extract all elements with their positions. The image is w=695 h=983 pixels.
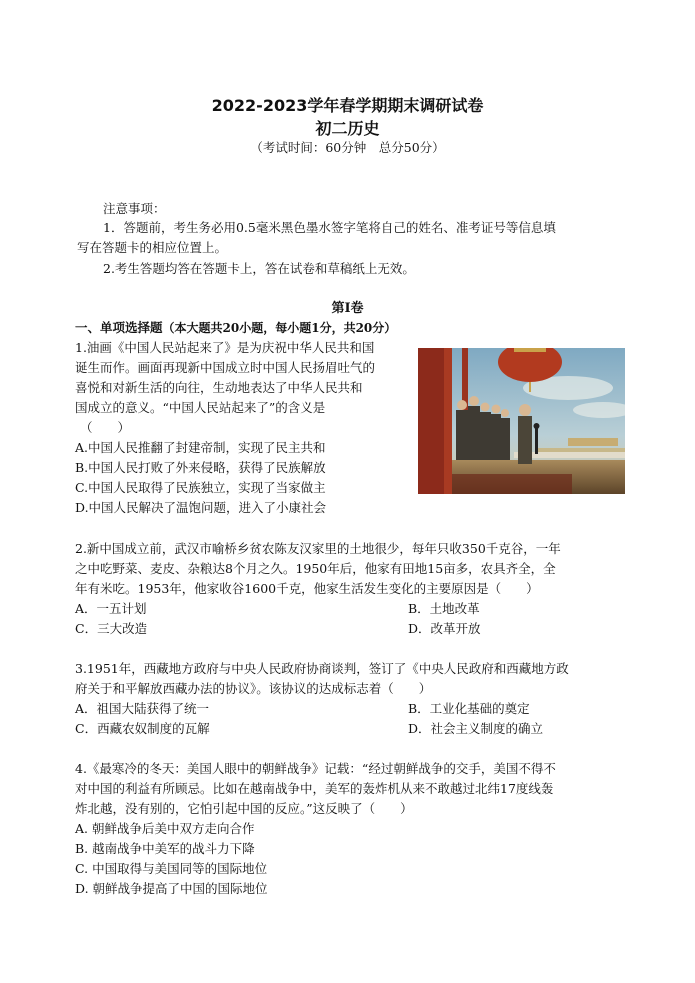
q4-option-c: C. 中国取得与美国同等的国际地位 xyxy=(75,861,268,876)
q4-line: 炸北越，没有别的，它怕引起中国的反应。”这反映了（ ） xyxy=(75,801,413,816)
q1-line: 国成立的意义。“中国人民站起来了”的含义是 xyxy=(75,400,326,415)
q4-line: 对中国的利益有所顾忌。比如在越南战争中，美军的轰炸机从来不敢越过北纬17度线轰 xyxy=(75,781,554,796)
q2-line: 2.新中国成立前，武汉市喻桥乡贫农陈友汉家里的土地很少，每年只收350千克谷，一年 xyxy=(75,541,561,556)
q2-option-b: B．土地改革 xyxy=(408,601,480,616)
q2-option-a: A．一五计划 xyxy=(75,601,147,616)
q3-option-d: D．社会主义制度的确立 xyxy=(408,721,544,736)
q1-line: 1.油画《中国人民站起来了》是为庆祝中华人民共和国 xyxy=(75,340,375,355)
q3-option-c: C．西藏农奴制度的瓦解 xyxy=(75,721,210,736)
exam-info: （考试时间：60分钟 总分50分） xyxy=(250,140,445,155)
subject-title: 初二历史 xyxy=(315,119,380,138)
founding-ceremony-painting xyxy=(418,348,625,494)
q3-option-a: A．祖国大陆获得了统一 xyxy=(75,701,210,716)
section-label: 一、单项选择题 xyxy=(75,320,163,335)
notes-item: 2.考生答题均答在答题卡上，答在试卷和草稿纸上无效。 xyxy=(103,261,415,276)
q2-line: 之中吃野菜、麦皮、杂粮达8个月之久。1950年后，他家有田地15亩多，农具齐全，全 xyxy=(75,561,556,576)
q3-line: 府关于和平解放西藏办法的协议》。该协议的达成标志着（ ） xyxy=(75,681,432,696)
notes-item: 写在答题卡的相应位置上。 xyxy=(77,240,228,255)
q4-option-b: B. 越南战争中美军的战斗力下降 xyxy=(75,841,255,856)
notes-heading: 注意事项： xyxy=(103,201,166,216)
part-title: 第Ⅰ卷 xyxy=(331,301,364,316)
q2-line: 年有米吃。1953年，他家收谷1600千克，他家生活发生变化的主要原因是（ ） xyxy=(75,581,539,596)
q1-option-b: B.中国人民打败了外来侵略，获得了民族解放 xyxy=(75,460,326,475)
q1-line: （ ） xyxy=(80,420,131,435)
q2-option-c: C．三大改造 xyxy=(75,621,148,636)
q4-line: 4.《最寒冷的冬天：美国人眼中的朝鲜战争》记载：“经过朝鲜战争的交手，美国不得不 xyxy=(75,761,556,776)
q4-option-a: A. 朝鲜战争后美中双方走向合作 xyxy=(75,821,255,836)
section-desc: （本大题共20小题，每小题1分，共20分） xyxy=(162,321,397,335)
notes-item: 1．答题前，考生务必用0.5毫米黑色墨水签字笔将自己的姓名、准考证号等信息填 xyxy=(103,220,556,235)
q1-line: 喜悦和对新生活的向往，生动地表达了中华人民共和 xyxy=(75,380,363,395)
q3-option-b: B．工业化基础的奠定 xyxy=(408,701,530,716)
exam-title: 2022-2023学年春学期期末调研试卷 xyxy=(211,96,484,115)
q1-option-c: C.中国人民取得了民族独立，实现了当家做主 xyxy=(75,480,326,495)
q1-option-a: A.中国人民推翻了封建帝制，实现了民主共和 xyxy=(75,440,326,455)
q4-option-d: D. 朝鲜战争提高了中国的国际地位 xyxy=(75,881,268,896)
q1-line: 诞生而作。画面再现新中国成立时中国人民扬眉吐气的 xyxy=(75,360,376,375)
q2-option-d: D．改革开放 xyxy=(408,621,481,636)
q1-option-d: D.中国人民解决了温饱问题，进入了小康社会 xyxy=(75,500,327,515)
section-heading xyxy=(75,318,396,336)
q3-line: 3.1951年，西藏地方政府与中央人民政府协商谈判，签订了《中央人民政府和西藏地方政 xyxy=(75,661,569,676)
